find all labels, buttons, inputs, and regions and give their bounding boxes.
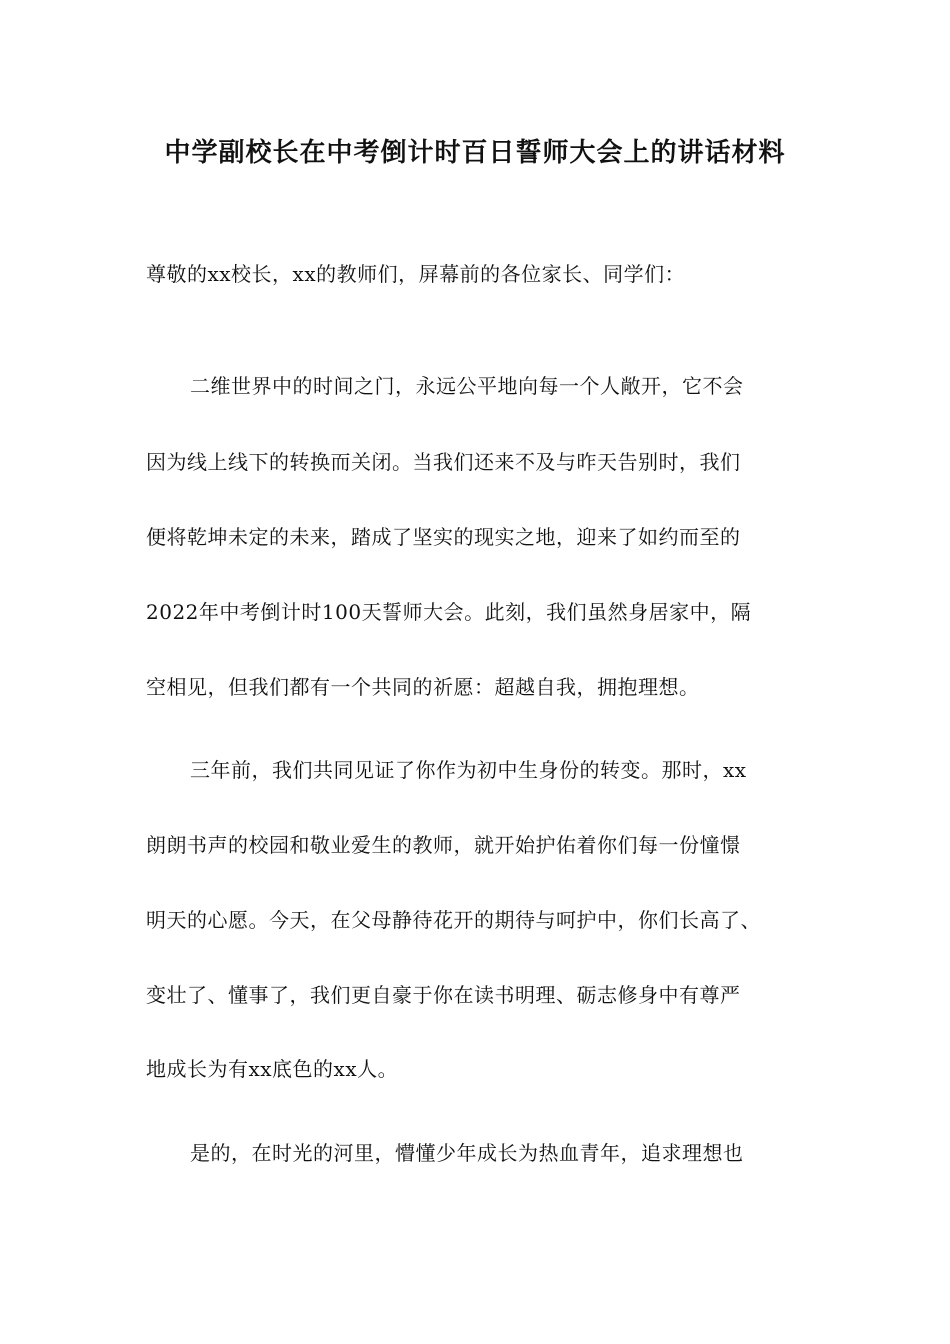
paragraph-line: 变壮了、懂事了，我们更自豪于你在读书明理、砺志修身中有尊严 [146,983,741,1007]
paragraph-line: 三年前，我们共同见证了你作为初中生身份的转变。那时，xx [190,758,747,782]
paragraph-line: 便将乾坤未定的未来，踏成了坚实的现实之地，迎来了如约而至的 [146,525,741,549]
document-title: 中学副校长在中考倒计时百日誓师大会上的讲话材料 [164,138,786,168]
paragraph-line: 空相见，但我们都有一个共同的祈愿：超越自我，拥抱理想。 [146,675,700,699]
paragraph-line: 地成长为有xx底色的xx人。 [146,1057,399,1081]
paragraph-line: 因为线上线下的转换而关闭。当我们还来不及与昨天告别时，我们 [146,450,741,474]
paragraph-line: 朗朗书声的校园和敬业爱生的教师，就开始护佑着你们每一份憧憬 [146,833,741,857]
paragraph-line: 二维世界中的时间之门，永远公平地向每一个人敞开，它不会 [190,374,744,398]
paragraph-line: 明天的心愿。今天，在父母静待花开的期待与呵护中，你们长高了、 [146,908,761,932]
paragraph-line: 2022年中考倒计时100天誓师大会。此刻，我们虽然身居家中，隔 [146,600,752,624]
paragraph-line: 是的，在时光的河里，懵懂少年成长为热血青年，追求理想也 [190,1141,744,1165]
salutation-line: 尊敬的xx校长，xx的教师们，屏幕前的各位家长、同学们： [146,262,686,286]
